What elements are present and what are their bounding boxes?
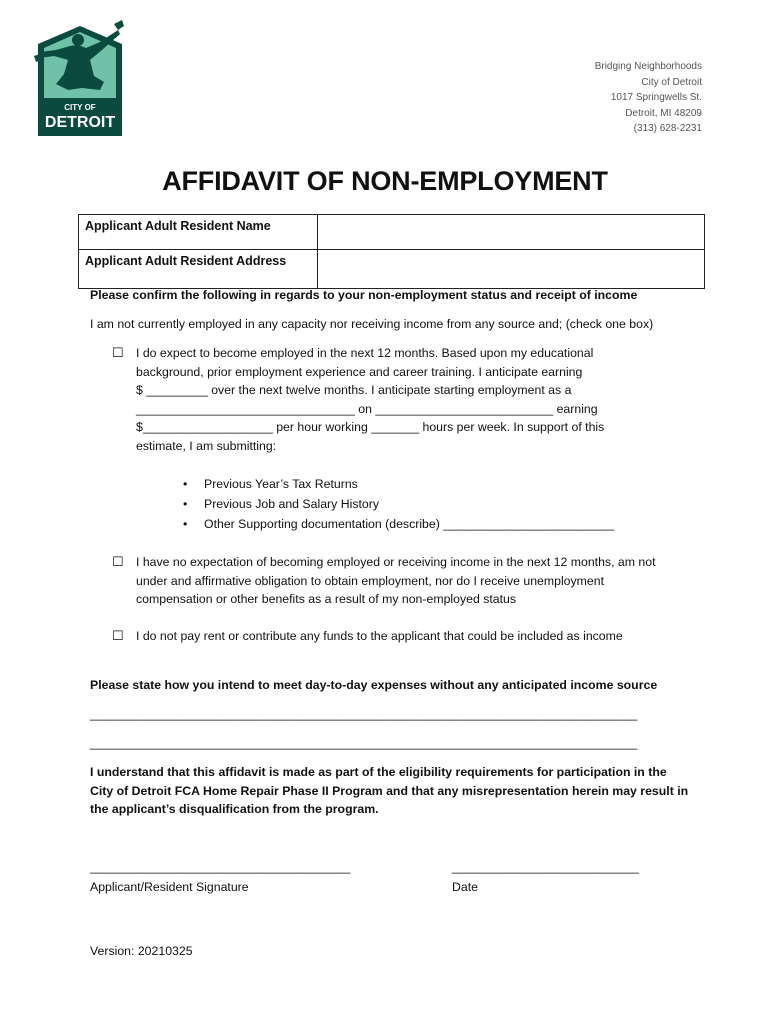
option1-line: ________________________________ on __________________________ earning (136, 401, 598, 416)
option2-text (136, 553, 696, 609)
version-label: Version: 20210325 (90, 944, 193, 958)
confirm-heading: Please confirm the following in regards to your non-employment status and receipt of income (90, 288, 638, 302)
logo-line1: CITY OF (64, 103, 96, 112)
document-title: AFFIDAVIT OF NON-EMPLOYMENT (162, 166, 608, 196)
resident-name-field[interactable] (318, 215, 705, 250)
address-line: 1017 Springwells St. (610, 92, 702, 103)
signature-label: Applicant/Resident Signature (90, 880, 249, 894)
intro-text: I am not currently employed in any capacity nor receiving income from any source and; (check one box) (90, 317, 654, 331)
bullet-text: Previous Year’s Tax Returns (204, 477, 358, 491)
acknowledgement-line: City of Detroit FCA Home Repair Phase II Program and that any misrepresentation herein may result in (90, 783, 689, 798)
bullet-text: Other Supporting documentation (describe) _________________________ (204, 517, 615, 531)
expenses-heading: Please state how you intend to meet day-to-day expenses without any anticipated income source (90, 678, 658, 692)
option2-line: compensation or other benefits as a result of my non-employed status (136, 592, 517, 607)
address-line: (313) 628-2231 (633, 123, 702, 134)
acknowledgement (90, 763, 710, 819)
option2-line: I have no expectation of becoming employed or receiving income in the next 12 months, am not (136, 555, 656, 569)
option2-line: under and affirmative obligation to obtain employment, nor do I receive unemployment (136, 573, 605, 588)
option1-text (136, 344, 696, 456)
option3-checkbox[interactable]: ☐ (112, 628, 124, 643)
applicant-info-table (78, 214, 705, 289)
resident-address-label: Applicant Adult Resident Address (79, 250, 318, 289)
logo-line2: DETROIT (44, 114, 116, 131)
address-line: Detroit, MI 48209 (625, 107, 702, 119)
option1-checkbox[interactable]: ☐ (112, 345, 124, 360)
signature-line[interactable]: _______________________________________ (90, 860, 351, 874)
bullet-dot-icon: • (183, 517, 188, 531)
agency-address (595, 59, 702, 137)
acknowledgement-line: the applicant’s disqualification from the program. (90, 802, 379, 817)
acknowledgement-line: I understand that this affidavit is made as part of the eligibility requirements for participation in the (90, 765, 667, 779)
option1-line: background, prior employment experience and career training. I anticipate earning (136, 364, 583, 379)
address-line: City of Detroit (641, 76, 702, 88)
date-label: Date (452, 880, 478, 894)
option3-text: I do not pay rent or contribute any funds to the applicant that could be included as income (136, 629, 623, 643)
date-line[interactable]: ____________________________ (452, 860, 639, 874)
bullet-dot-icon: • (183, 497, 188, 511)
bullet-text: Previous Job and Salary History (204, 497, 379, 511)
address-line: Bridging Neighborhoods (594, 61, 702, 72)
option1-line: $___________________ per hour working _______ hours per week. In support of this (136, 420, 605, 435)
option2-checkbox[interactable]: ☐ (112, 554, 124, 569)
expenses-answer-line[interactable]: __________________________________________________________________________________ (90, 707, 638, 721)
resident-address-field[interactable] (318, 250, 705, 289)
option1-line: $ _________ over the next twelve months. I anticipate starting employment as a (136, 383, 572, 398)
option1-line: I do expect to become employed in the next 12 months. Based upon my educational (136, 346, 594, 360)
city-of-detroit-logo (30, 16, 130, 140)
expenses-answer-line[interactable]: __________________________________________________________________________________ (90, 736, 638, 750)
bullet-dot-icon: • (183, 477, 188, 491)
option1-line: estimate, I am submitting: (136, 438, 277, 453)
resident-name-label: Applicant Adult Resident Name (79, 215, 318, 250)
